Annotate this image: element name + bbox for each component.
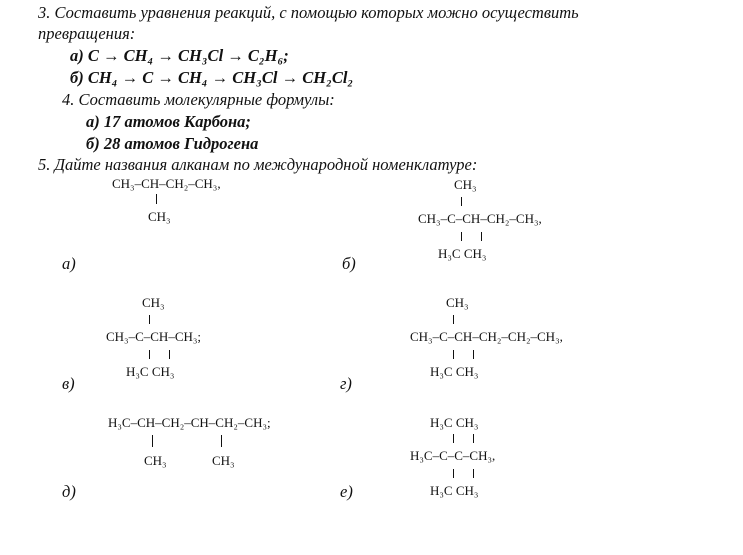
label-g: г) — [340, 374, 352, 393]
formula-g-main: CH₃–C–CH–CH₂–CH₂–CH₃, — [410, 329, 563, 344]
label-d: д) — [62, 482, 76, 501]
bond-line — [473, 434, 474, 443]
formula-g — [410, 295, 640, 385]
formula-e-top: H₃C CH₃ — [430, 415, 479, 430]
bond-line — [481, 232, 482, 241]
bond-line — [152, 435, 153, 447]
label-b: б) — [342, 254, 356, 273]
formula-d-main: H₃C–CH–CH₂–CH–CH₂–CH₃; — [108, 415, 271, 430]
formula-d-branch-1: CH₃ — [144, 453, 167, 468]
formula-g-bottom: H₃C CH₃ — [430, 364, 479, 379]
formula-e — [410, 415, 560, 505]
bond-line — [453, 434, 454, 443]
bond-line — [169, 350, 170, 359]
formula-g-top: CH₃ — [446, 295, 469, 310]
task3-line2: превращения: — [38, 24, 136, 43]
bond-line — [221, 435, 222, 447]
formula-v-top: CH₃ — [142, 295, 165, 310]
bond-line — [453, 315, 454, 324]
formula-b-top: CH₃ — [454, 177, 477, 192]
formula-a-branch: CH₃ — [148, 209, 171, 224]
formula-e-bottom: H₃C CH₃ — [430, 483, 479, 498]
task3-item-b: б) CH₄ → C → CH₄ → CH₃Cl → CH₂Cl₂ — [70, 68, 354, 87]
bond-line — [453, 350, 454, 359]
formula-b — [418, 177, 618, 267]
formula-b-main: CH₃–C–CH–CH₂–CH₃, — [418, 211, 542, 226]
task4-item-b: б) 28 атомов Гидрогена — [86, 134, 259, 153]
formula-b-bottom: H₃C CH₃ — [438, 246, 487, 261]
bond-line — [149, 350, 150, 359]
formula-v-main: CH₃–C–CH–CH₃; — [106, 329, 202, 344]
task3-item-a: а) C → CH₄ → CH₃Cl → C₂H₆; — [70, 46, 289, 65]
formula-a-main: CH₃–CH–CH₂–CH₃, — [112, 176, 221, 191]
formula-d — [108, 415, 338, 475]
formula-d-branch-2: CH₃ — [212, 453, 235, 468]
label-e: е) — [340, 482, 353, 501]
bond-line — [156, 194, 157, 204]
label-v: в) — [62, 374, 75, 393]
task4-title: 4. Составить молекулярные формулы: — [62, 90, 335, 109]
bond-line — [473, 350, 474, 359]
bond-line — [461, 197, 462, 206]
task5-title: 5. Дайте названия алканам по международной номенклатуре: — [38, 155, 478, 174]
task3-line1: 3. Составить уравнения реакций, с помощью которых можно осуществить — [38, 3, 579, 22]
label-a: а) — [62, 254, 76, 273]
formula-v — [106, 295, 266, 385]
formula-v-bottom: H₃C CH₃ — [126, 364, 175, 379]
bond-line — [461, 232, 462, 241]
formula-a — [112, 176, 282, 236]
bond-line — [149, 315, 150, 324]
bond-line — [453, 469, 454, 478]
formula-e-main: H₃C–C–C–CH₃, — [410, 448, 496, 463]
bond-line — [473, 469, 474, 478]
task4-item-a: а) 17 атомов Карбона; — [86, 112, 251, 131]
